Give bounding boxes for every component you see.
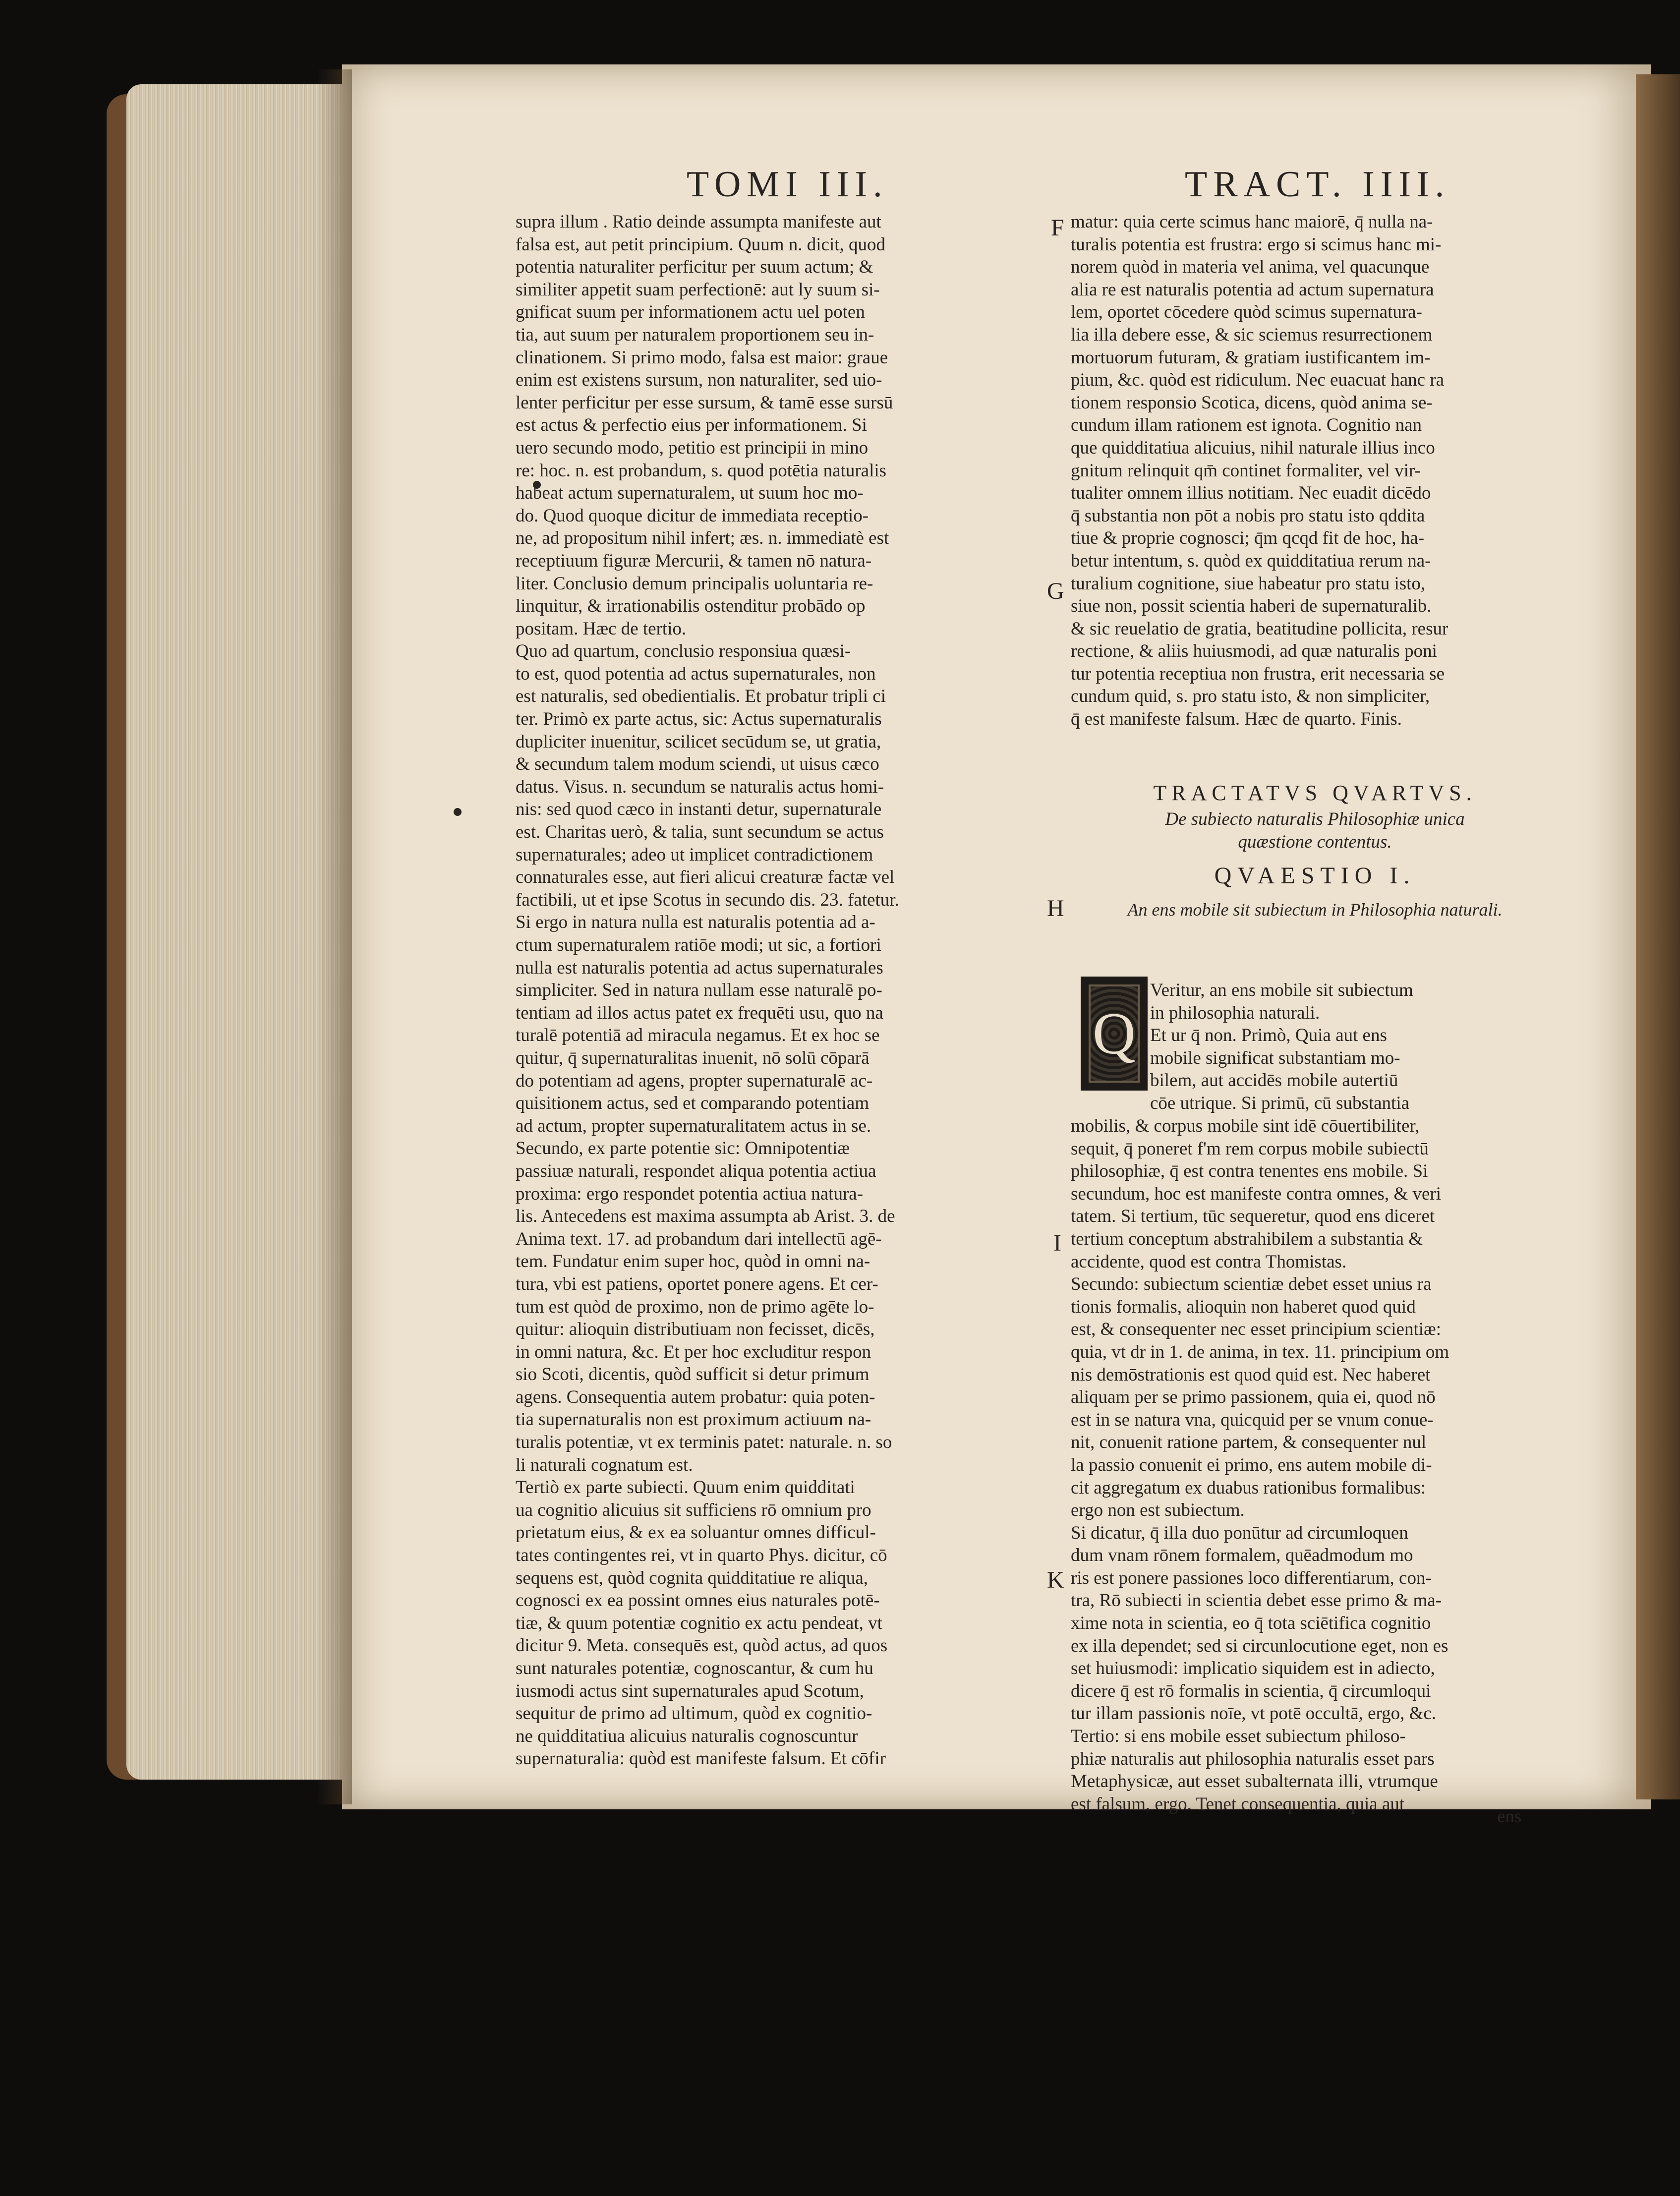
tract-heading-block xyxy=(1071,778,1559,925)
catchword: ens xyxy=(1497,1806,1522,1827)
text-line: quisitionem actus, sed et comparando potentiam xyxy=(516,1093,869,1114)
text-line: tem. Fundatur enim super hoc, quòd in omni na- xyxy=(516,1251,870,1272)
running-head-left: TOMI III. xyxy=(687,164,888,205)
text-line: lis. Antecedens est maxima assumpta ab Arist. 3. de xyxy=(516,1206,895,1227)
text-line: ergo non est subiectum. xyxy=(1071,1500,1245,1521)
text-line: mobile significat substantiam mo- xyxy=(1150,1047,1400,1068)
text-line: liter. Conclusio demum principalis uoluntaria re- xyxy=(516,573,873,594)
margin-letter-k: K xyxy=(1047,1567,1064,1593)
initial-letter: Q xyxy=(1093,1000,1136,1066)
text-line: passiuæ naturali, respondet aliqua potentia actiua xyxy=(516,1160,876,1181)
text-line: agens. Consequentia autem probatur: quia poten- xyxy=(516,1387,875,1407)
text-line: ctum supernaturalem ratiōe modi; ut sic, a fortiori xyxy=(516,935,881,955)
text-line: in philosophia naturali. xyxy=(1150,1002,1320,1023)
text-line: tates contingentes rei, vt in quarto Phys. dicitur, cō xyxy=(516,1545,887,1566)
text-line: ne quidditatiua alicuius naturalis cognoscuntur xyxy=(516,1726,858,1746)
text-line: tualiter omnem illius notitiam. Nec euadit dicēdo xyxy=(1071,483,1431,504)
text-line: turalē potentiā ad miracula negamus. Et ex hoc se xyxy=(516,1025,880,1046)
text-line: do potentiam ad agens, propter supernaturalē ac- xyxy=(516,1070,873,1091)
text-line: Secundo: subiectum scientiæ debet esset unius ra xyxy=(1071,1274,1432,1295)
text-line: factibili, ut et ipse Scotus in secundo dis. 23. fatetur. xyxy=(516,889,899,910)
text-line: aliquam per se primo passionem, quia ei, quod nō xyxy=(1071,1387,1436,1408)
text-line: Si dicatur, q̄ illa duo ponūtur ad circumloquen xyxy=(1071,1522,1408,1543)
text-line: alia re est naturalis potentia ad actum supernatura xyxy=(1071,279,1434,300)
text-line: Quo ad quartum, conclusio responsiua quæsi- xyxy=(516,641,851,662)
text-line: receptiuum figuræ Mercurii, & tamen nō natura- xyxy=(516,550,872,571)
right-column-top xyxy=(1071,211,1559,731)
text-line: nulla est naturalis potentia ad actus supernaturales xyxy=(516,957,883,978)
text-line: iusmodi actus sint supernaturales apud Scotum, xyxy=(516,1680,864,1701)
text-line: gnificat suum per informationem actu uel poten xyxy=(516,302,865,323)
text-line: Et ur q̄ non. Primò, Quia aut ens xyxy=(1150,1025,1387,1046)
text-line: falsa est, aut petit principium. Quum n. dicit, quod xyxy=(516,234,886,255)
text-line: quitur, q̄ supernaturalitas inuenit, nō solū cōparā xyxy=(516,1047,869,1068)
text-line: mortuorum futuram, & gratiam iustificantem im- xyxy=(1071,347,1431,368)
tract-heading: TRACTATVS QVARTVS. xyxy=(1153,781,1477,805)
text-line: quitur: alioquin distributiuam non fecisset, dicēs, xyxy=(516,1319,875,1340)
text-line: supernaturales; adeo ut implicet contradictionem xyxy=(516,844,873,865)
text-line: dum vnam rōnem formalem, quēadmodum mo xyxy=(1071,1545,1413,1566)
text-line: lia illa debere esse, & sic sciemus resurrectionem xyxy=(1071,324,1433,345)
text-line: sunt naturales potentiæ, cognoscantur, & cum hu xyxy=(516,1658,873,1678)
text-line: siue non, possit scientia haberi de supernaturalib. xyxy=(1071,596,1432,617)
text-line: connaturales esse, aut fieri alicui creaturæ factæ vel xyxy=(516,867,895,888)
text-line: enim est existens sursum, non naturaliter, sed uio- xyxy=(516,370,882,391)
text-line: dicitur 9. Meta. consequēs est, quòd actus, ad quos xyxy=(516,1635,888,1656)
text-line: & secundum talem modum sciendi, ut uisus cæco xyxy=(516,754,879,775)
text-line: quia, vt dr in 1. de anima, in tex. 11. principium om xyxy=(1071,1341,1449,1362)
spine-shadow xyxy=(317,69,352,1804)
text-line: & sic reuelatio de gratia, beatitudine pollicita, resur xyxy=(1071,618,1448,639)
text-line: betur intentum, s. quòd ex quidditatiua rerum na- xyxy=(1071,550,1431,571)
text-line: ris est ponere passiones loco differentiarum, con- xyxy=(1071,1567,1432,1588)
text-line: est falsum, ergo. Tenet consequentia, quia aut xyxy=(1071,1793,1405,1814)
text-line: accidente, quod est contra Thomistas. xyxy=(1071,1251,1347,1272)
text-line: tiæ, & quum potentiæ cognitio ex actu pendeat, vt xyxy=(516,1613,882,1633)
text-line: est actus & perfectio eius per informationem. Si xyxy=(516,415,867,436)
text-line: ad actum, propter supernaturalitatem actus in se. xyxy=(516,1115,871,1136)
text-line: cundum quid, s. pro statu isto, & non simpliciter, xyxy=(1071,686,1430,707)
text-line: q̄ est manifeste falsum. Hæc de quarto. Finis. xyxy=(1071,709,1402,730)
text-line: tiue & proprie cognosci; q̄m qcqd fit de hoc, ha- xyxy=(1071,528,1425,549)
right-column-bottom xyxy=(1071,1115,1559,1815)
text-line: do. Quod quoque dicitur de immediata receptio- xyxy=(516,505,869,526)
text-line: tur potentia receptiua non frustra, erit necessaria se xyxy=(1071,663,1445,684)
text-line: li naturali cognatum est. xyxy=(516,1454,693,1475)
text-line: xime nota in scientia, eo q̄ tota sciētifica cognitio xyxy=(1071,1613,1431,1634)
question-heading: QVAESTIO I. xyxy=(1214,863,1416,889)
text-line: sequens est, quòd cognita quidditatiue re aliqua, xyxy=(516,1567,869,1588)
text-line: positam. Hæc de tertio. xyxy=(516,618,687,639)
text-line: tra, Rō subiecti in scientia debet esse primo & ma- xyxy=(1071,1590,1442,1611)
running-head-right: TRACT. IIII. xyxy=(1185,164,1450,205)
text-line: to est, quod potentia ad actus supernaturales, non xyxy=(516,663,876,684)
text-line: q̄ substantia non pōt a nobis pro statu isto qddita xyxy=(1071,505,1425,526)
text-line: linquitur, & irrationabilis ostenditur probādo op xyxy=(516,596,866,617)
text-line: Secundo, ex parte potentie sic: Omnipotentiæ xyxy=(516,1138,850,1159)
text-line: lenter perficitur per esse sursum, & tamē esse sursū xyxy=(516,392,893,413)
text-line: re: hoc. n. est probandum, s. quod potētia naturalis xyxy=(516,460,887,481)
text-line: nis demōstrationis est quod quid est. Nec haberet xyxy=(1071,1364,1431,1385)
facing-page-edge xyxy=(1636,74,1680,1799)
text-line: cōe utrique. Si primū, cū substantia xyxy=(1150,1093,1410,1113)
text-line: similiter appetit suam perfectionē: aut ly suum si- xyxy=(516,279,880,300)
text-line: que quidditatiua alicuius, nihil naturale illius inco xyxy=(1071,437,1435,458)
text-line: nis: sed quod cæco in instanti detur, supernaturale xyxy=(516,799,882,820)
page-edges xyxy=(126,84,349,1780)
text-line: in omni natura, &c. Et per hoc excluditur respon xyxy=(516,1341,871,1362)
text-line: uero secundo modo, petitio est principii in mino xyxy=(516,437,869,458)
text-line: simpliciter. Sed in natura nullam esse naturalē po- xyxy=(516,980,882,1001)
text-line: set huiusmodi: implicatio siquidem est in adiecto, xyxy=(1071,1658,1435,1679)
right-column-indented xyxy=(1071,979,1559,1115)
text-line: tia, aut suum per naturalem proportionem seu in- xyxy=(516,324,874,345)
text-line: supernaturalia: quòd est manifeste falsum. Et cōfir xyxy=(516,1748,886,1769)
text-line: turalis potentia est frustra: ergo si scimus hanc mi- xyxy=(1071,234,1442,255)
text-line: tertium conceptum abstrahibilem a substantia & xyxy=(1071,1228,1423,1249)
text-line: mobilis, & corpus mobile sint idē cōuertibiliter, xyxy=(1071,1116,1420,1136)
text-line: phiæ naturalis aut philosophia naturalis esset pars xyxy=(1071,1748,1435,1769)
text-line: cit aggregatum ex duabus rationibus formalibus: xyxy=(1071,1477,1426,1498)
text-line: pium, &c. quòd est ridiculum. Nec euacuat hanc ra xyxy=(1071,370,1445,391)
text-line: tentiam ad illos actus patet ex frequēti usu, quo na xyxy=(516,1002,883,1023)
text-line: philosophiæ, q̄ est contra tenentes ens mobile. Si xyxy=(1071,1161,1428,1182)
text-line: prietatum eius, & ex ea soluantur omnes difficul- xyxy=(516,1522,876,1543)
tract-subtitle-1: De subiecto naturalis Philosophiæ unica xyxy=(1165,809,1465,829)
text-line: supra illum . Ratio deinde assumpta manifeste aut xyxy=(516,212,881,232)
tract-subtitle-2: quæstione contentus. xyxy=(1238,831,1392,852)
text-line: potentia naturaliter perficitur per suum actum; & xyxy=(516,257,873,278)
left-column xyxy=(516,211,1076,1770)
text-line: matur: quia certe scimus hanc maiorē, q̄ nulla na- xyxy=(1071,212,1433,232)
wormhole xyxy=(454,808,462,816)
text-line: ter. Primò ex parte actus, sic: Actus supernaturalis xyxy=(516,709,882,730)
text-line: tura, vbi est patiens, oportet ponere agens. Et cer- xyxy=(516,1273,878,1294)
text-line: tur illam passionis noīe, vt potē occultā, ergo, &c. xyxy=(1071,1703,1437,1724)
margin-letter-f: F xyxy=(1051,215,1064,241)
text-line: lem, oportet cōcedere quòd scimus supernatura- xyxy=(1071,302,1422,323)
text-line: tatem. Si tertium, tūc sequeretur, quod ens diceret xyxy=(1071,1206,1435,1227)
text-line: cognosci ex ea possint omnes eius naturales potē- xyxy=(516,1590,880,1611)
text-line: cundum illam rationem est ignota. Cognitio nan xyxy=(1071,415,1422,436)
text-line: habeat actum supernaturalem, ut suum hoc mo- xyxy=(516,483,864,504)
text-line: rectione, & aliis huiusmodi, ad quæ naturalis poni xyxy=(1071,641,1437,662)
text-line: gnitum relinquit qm̄ continet formaliter, vel vir- xyxy=(1071,460,1421,481)
text-line: datus. Visus. n. secundum se naturalis actus homi- xyxy=(516,776,884,797)
text-line: dupliciter inuenitur, scilicet secūdum se, ut gratia, xyxy=(516,731,881,752)
text-line: proxima: ergo respondet potentia actiua natura- xyxy=(516,1183,864,1204)
text-line: est naturalis, sed obedientialis. Et probatur tripli ci xyxy=(516,686,886,707)
text-line: Tertio: si ens mobile esset subiectum philoso- xyxy=(1071,1726,1406,1747)
text-line: nit, conuenit ratione partem, & consequenter nul xyxy=(1071,1432,1427,1453)
text-line: est, & consequenter nec esset principium scientiæ: xyxy=(1071,1319,1441,1340)
text-line: Veritur, an ens mobile sit subiectum xyxy=(1150,980,1413,1000)
text-line: la passio conuenit ei primo, ens autem mobile di- xyxy=(1071,1454,1432,1475)
text-line: ne, ad propositum nihil infert; æs. n. immediatè est xyxy=(516,528,889,549)
text-line: ua cognitio alicuius sit sufficiens rō omnium pro xyxy=(516,1500,871,1520)
text-line: tionem responsio Scotica, dicens, quòd anima se- xyxy=(1071,392,1433,413)
text-line: bilem, aut accidēs mobile autertiū xyxy=(1150,1070,1398,1091)
text-line: clinationem. Si primo modo, falsa est maior: graue xyxy=(516,347,888,368)
text-line: sequit, q̄ poneret f'm rem corpus mobile subiectū xyxy=(1071,1138,1429,1159)
text-line: ex illa dependet; sed si circunlocutione eget, non es xyxy=(1071,1635,1448,1656)
text-line: tia supernaturalis non est proximum actiuum na- xyxy=(516,1409,871,1430)
text-line: sio Scoti, dicentis, quòd sufficit si detur primum xyxy=(516,1364,869,1385)
text-line: secundum, hoc est manifeste contra omnes, & veri xyxy=(1071,1183,1441,1204)
text-line: dicere q̄ est rō formalis in scientia, q̄ circumloqui xyxy=(1071,1680,1431,1701)
text-line: turalium cognitione, siue habeatur pro statu isto, xyxy=(1071,573,1426,594)
text-line: Tertiò ex parte subiecti. Quum enim quidditati xyxy=(516,1477,855,1498)
text-line: Si ergo in natura nulla est naturalis potentia ad a- xyxy=(516,912,875,933)
text-line: est in se natura vna, quicquid per se vnum conue- xyxy=(1071,1409,1434,1430)
margin-letter-i: I xyxy=(1053,1230,1061,1256)
text-line: norem quòd in materia vel anima, vel quacunque xyxy=(1071,257,1430,278)
text-line: tum est quòd de proximo, non de primo agēte lo- xyxy=(516,1296,874,1317)
text-line: est. Charitas uerò, & talia, sunt secundum se actus xyxy=(516,822,884,843)
question-title: An ens mobile sit subiectum in Philosophia naturali. xyxy=(1127,900,1503,920)
margin-letter-g: G xyxy=(1047,578,1064,604)
text-line: turalis potentiæ, vt ex terminis patet: naturale. n. so xyxy=(516,1432,892,1453)
text-line: sequitur de primo ad ultimum, quòd ex cognitio- xyxy=(516,1703,872,1724)
text-line: Anima text. 17. ad probandum dari intellectū agē- xyxy=(516,1228,882,1249)
margin-letter-h: H xyxy=(1047,895,1064,922)
text-line: Metaphysicæ, aut esset subalternata illi, vtrumque xyxy=(1071,1771,1438,1792)
text-line: tionis formalis, alioquin non haberet quod quid xyxy=(1071,1296,1416,1317)
